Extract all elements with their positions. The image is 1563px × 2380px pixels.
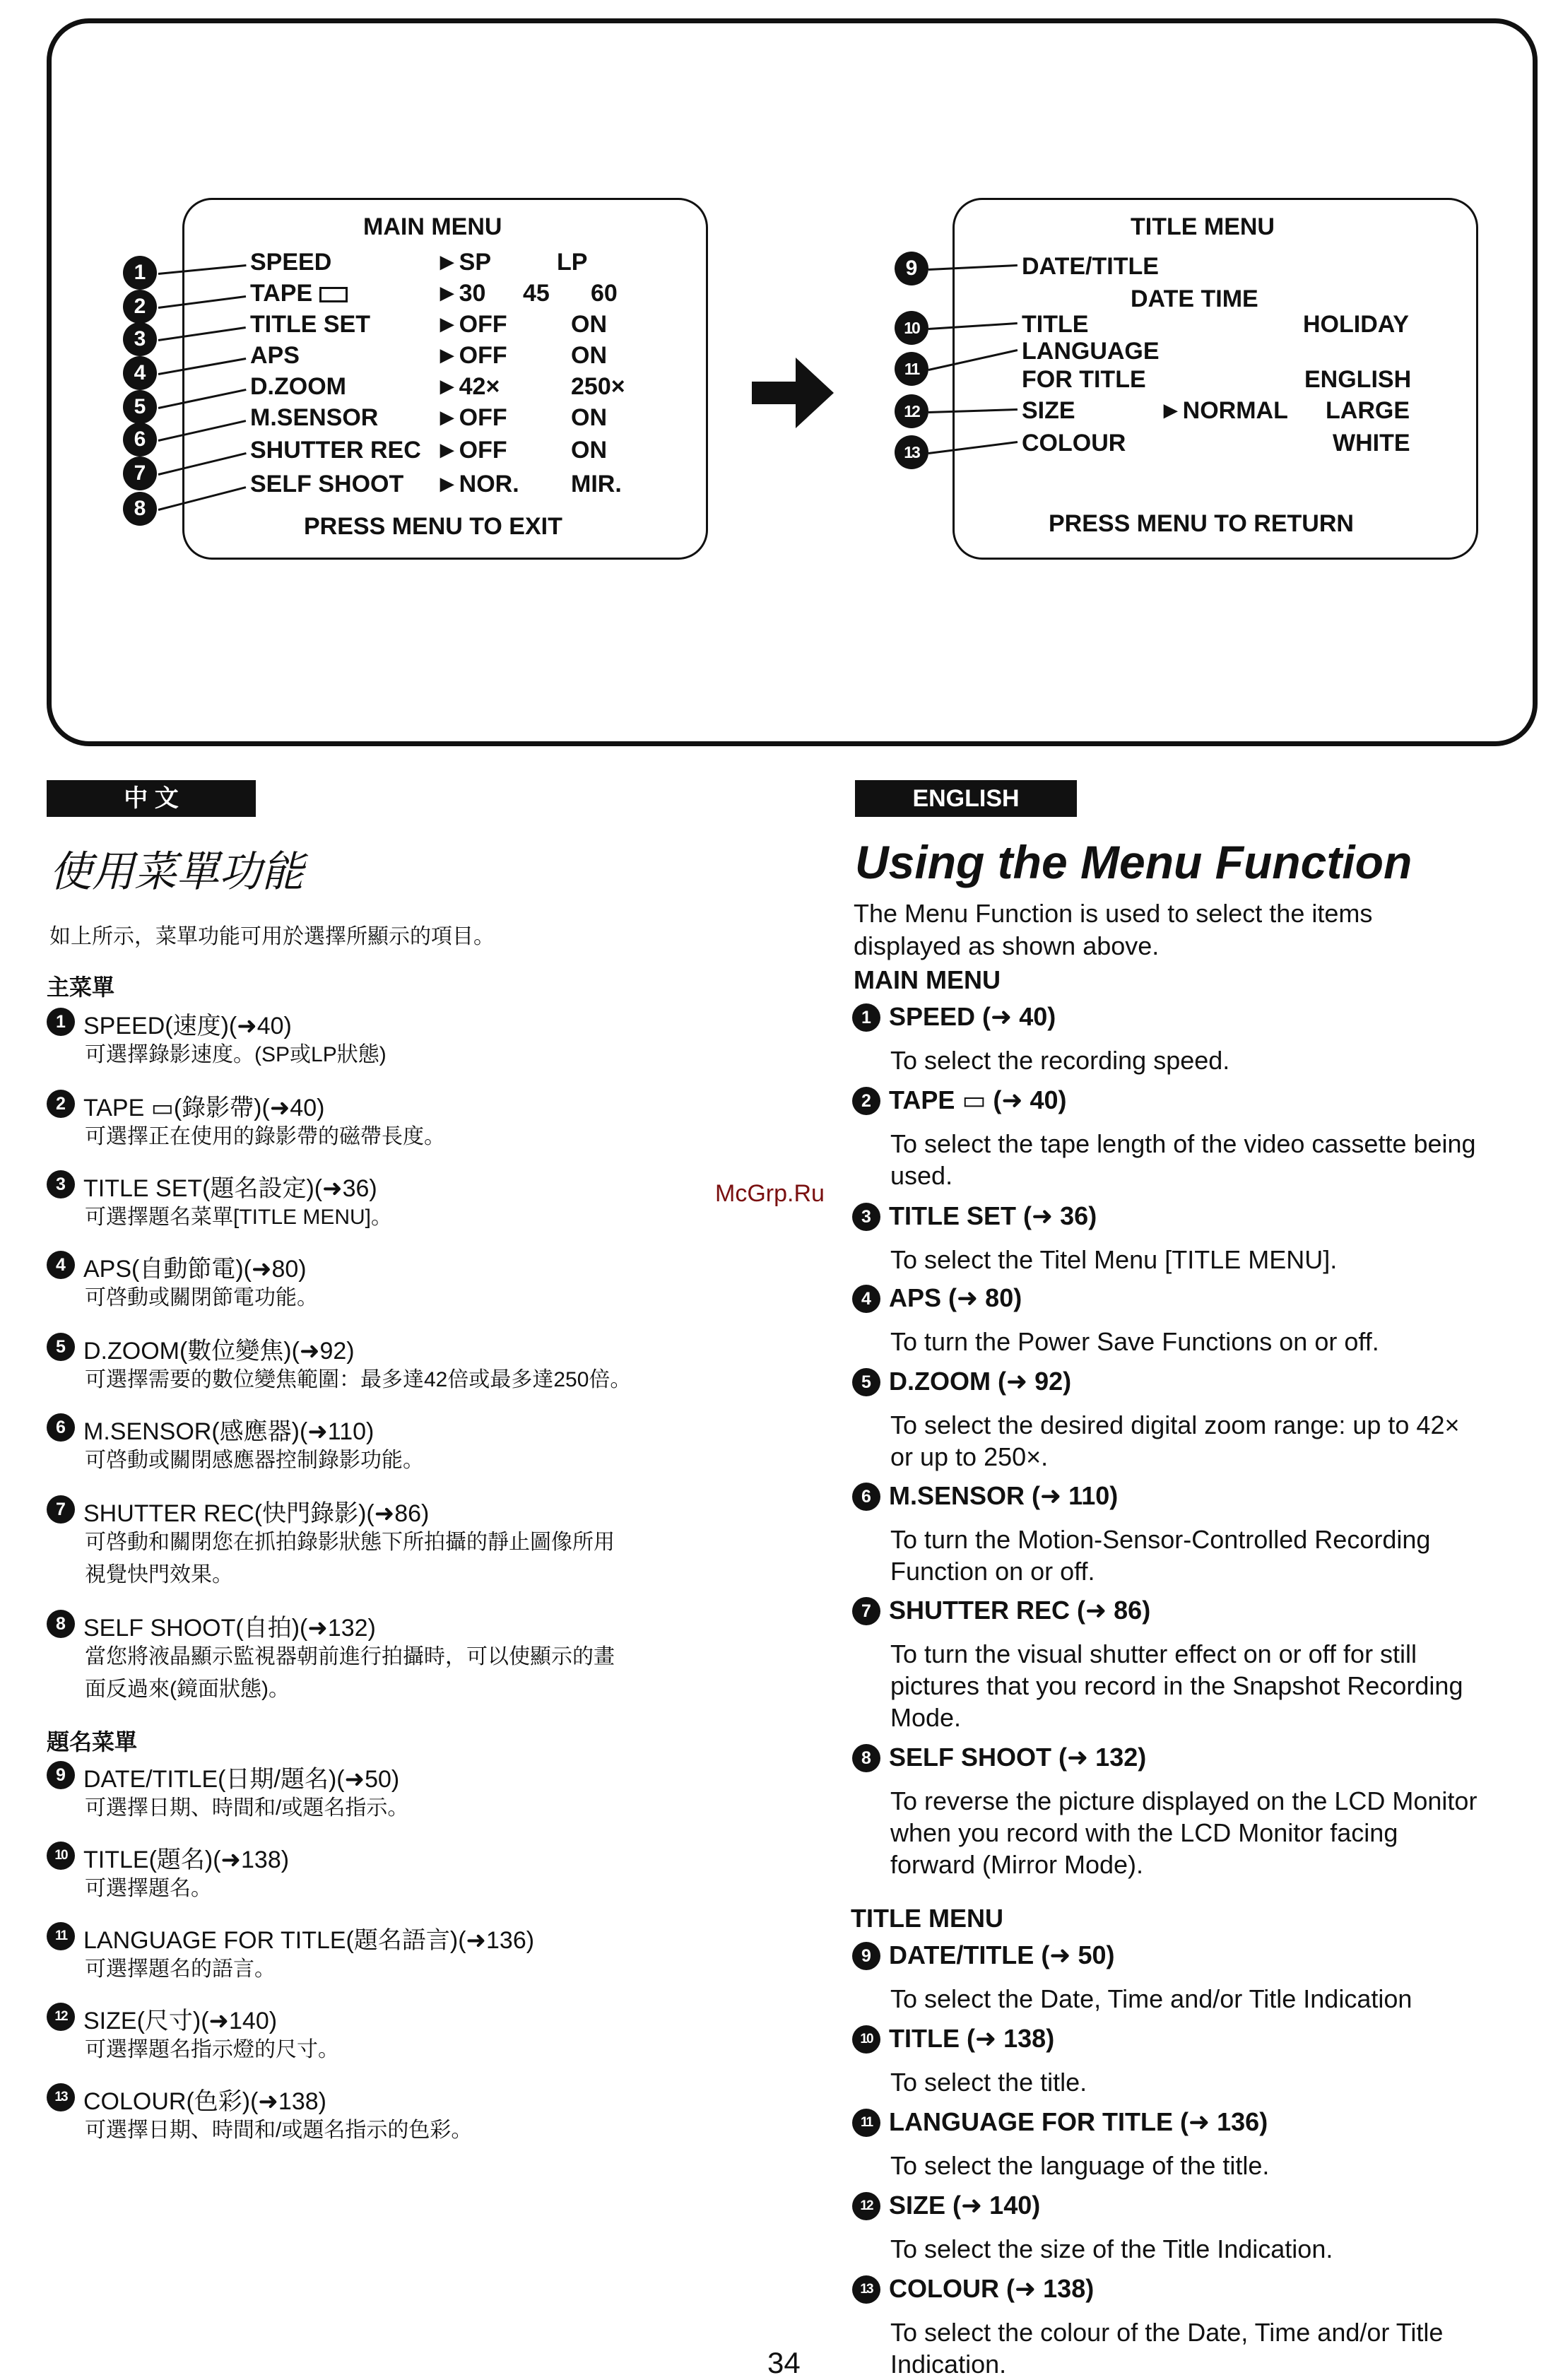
chinese-intro: 如上所示，菜單功能可用於選擇所顯示的項目。 [49,925,495,948]
english-item-description: Mode. [890,1703,962,1732]
chinese-item-description: 當您將液晶顯示監視器朝前進行拍攝時，可以使顯示的畫 [85,1645,615,1668]
english-item-description: when you record with the LCD Monitor facing [890,1818,1398,1847]
english-item-heading: LANGUAGE FOR TITLE (➜ 136) [889,2107,1268,2136]
main-menu-option: 45 [523,280,550,307]
main-menu-option: ►OFF [435,342,507,369]
title-menu-item-label: DATE/TITLE [1022,253,1159,280]
main-menu-item-label: D.ZOOM [250,373,346,400]
english-item-number-1: 1 [852,1003,880,1032]
callout-number-5: 5 [123,390,157,424]
main-menu-option: LP [557,249,588,276]
chinese-item-heading: TAPE ▭(錄影帶)(➜40) [83,1095,325,1121]
english-item-description: forward (Mirror Mode). [890,1850,1144,1879]
chinese-item-heading: SHUTTER REC(快門錄影)(➜86) [83,1500,430,1527]
english-item-description: To turn the Motion-Sensor-Controlled Recording [890,1525,1431,1554]
english-item-heading: SELF SHOOT (➜ 132) [889,1743,1147,1772]
chinese-item-description: 可啓動或關閉感應器控制錄影功能。 [85,1449,424,1472]
chinese-item-heading: TITLE SET(題名設定)(➜36) [83,1175,377,1202]
english-section-tag: ENGLISH [855,780,1077,817]
english-item-number-2: 2 [852,1087,880,1115]
english-item-description: To select the desired digital zoom range: up to 42× [890,1410,1460,1439]
english-item-description: Indication. [890,2350,1007,2379]
chinese-item-description: 可選擇日期、時間和/或題名指示的色彩。 [85,2119,473,2142]
watermark: McGrp.Ru [715,1180,825,1207]
english-item-number-13: 13 [852,2275,880,2304]
callout-number-4: 4 [123,356,157,390]
chinese-item-description: 可啓動和關閉您在抓拍錄影狀態下所拍攝的靜止圖像所用 [85,1531,615,1554]
english-item-heading: TAPE ▭ (➜ 40) [889,1085,1067,1114]
chinese-item-heading: SIZE(尺寸)(➜140) [83,2008,278,2034]
main-menu-option: MIR. [571,471,622,497]
english-item-description: To select the tape length of the video cassette being [890,1129,1476,1158]
chinese-item-number-8: 8 [47,1610,75,1638]
chinese-item-number-11: 11 [47,1922,75,1950]
main-menu-option: ►30 [435,280,486,307]
chinese-item-description: 面反過來(鏡面狀態)。 [85,1678,290,1701]
main-menu-item-label: SELF SHOOT [250,471,404,497]
chinese-item-heading: DATE/TITLE(日期/題名)(➜50) [83,1766,400,1793]
english-item-number-10: 10 [852,2025,880,2054]
chinese-item-heading: D.ZOOM(數位變焦)(➜92) [83,1338,355,1365]
english-item-heading: TITLE (➜ 138) [889,2024,1055,2053]
title-menu-title: TITLE MENU [1131,213,1275,240]
main-menu-option: ►OFF [435,404,507,431]
english-intro-line-1: The Menu Function is used to select the items [854,899,1373,928]
callout-number-12: 12 [895,394,928,428]
english-item-description: or up to 250×. [890,1442,1049,1471]
callout-number-1: 1 [123,256,157,290]
english-item-description: Function on or off. [890,1557,1095,1586]
main-menu-option: ON [571,311,607,338]
english-item-number-5: 5 [852,1368,880,1396]
title-menu-item-label: SIZE [1022,397,1075,424]
chinese-item-number-5: 5 [47,1333,75,1361]
title-menu-value: ENGLISH [1304,366,1412,393]
english-item-heading: COLOUR (➜ 138) [889,2274,1095,2303]
english-item-description: To select the language of the title. [890,2151,1270,2180]
chinese-item-description: 可選擇日期、時間和/或題名指示。 [85,1796,409,1820]
chinese-item-description: 可啓動或關閉節電功能。 [85,1286,318,1309]
callout-number-8: 8 [123,492,157,526]
callout-number-2: 2 [123,290,157,324]
chinese-item-description: 可選擇題名菜單[TITLE MENU]。 [85,1206,393,1229]
english-item-heading: TITLE SET (➜ 36) [889,1201,1097,1230]
main-menu-option: ►42× [435,373,500,400]
cassette-icon [319,287,348,302]
title-menu-value: HOLIDAY [1303,311,1409,338]
title-menu-item-label: TITLE [1022,311,1089,338]
main-menu-item-label: APS [250,342,300,369]
english-item-description: To select the Date, Time and/or Title Indication [890,1984,1412,2013]
callout-number-13: 13 [895,435,928,469]
main-menu-option: 250× [571,373,625,400]
chinese-section-tag: 中 文 [47,780,256,817]
chinese-item-description: 可選擇需要的數位變焦範圍：最多達42倍或最多達250倍。 [85,1368,632,1391]
english-item-description: To select the title. [890,2068,1087,2097]
main-menu-item-label: M.SENSOR [250,404,379,431]
english-item-heading: DATE/TITLE (➜ 50) [889,1940,1115,1969]
english-item-number-7: 7 [852,1597,880,1625]
title-menu-footer: PRESS MENU TO RETURN [1049,510,1354,537]
title-menu-value: WHITE [1333,430,1410,456]
english-title-menu-heading: TITLE MENU [851,1904,1003,1933]
chinese-item-heading: TITLE(題名)(➜138) [83,1846,290,1873]
title-menu-value: LARGE [1326,397,1410,424]
main-menu-title: MAIN MENU [363,213,502,240]
chinese-item-number-4: 4 [47,1251,75,1279]
chinese-item-description: 視覺快門效果。 [85,1563,233,1586]
arrow-right-icon [752,358,834,428]
english-main-menu-heading: MAIN MENU [854,965,1001,994]
chinese-item-number-9: 9 [47,1761,75,1789]
chinese-item-number-13: 13 [47,2083,75,2111]
main-menu-item-label: TITLE SET [250,311,370,338]
english-item-heading: SIZE (➜ 140) [889,2191,1041,2220]
chinese-item-heading: APS(自動節電)(➜80) [83,1256,307,1283]
english-item-description: To select the recording speed. [890,1046,1230,1075]
english-item-description: To turn the Power Save Functions on or off. [890,1327,1379,1356]
english-item-number-6: 6 [852,1483,880,1511]
main-menu-option: ►NOR. [435,471,519,497]
callout-number-9: 9 [895,252,928,285]
main-menu-item-label: SPEED [250,249,332,276]
chinese-title-menu-heading: 題名菜單 [47,1729,138,1755]
main-menu-option: ON [571,404,607,431]
chinese-item-number-12: 12 [47,2003,75,2031]
chinese-item-number-6: 6 [47,1413,75,1442]
callout-number-3: 3 [123,322,157,356]
main-menu-option: ON [571,437,607,464]
chinese-item-description: 可選擇題名的語言。 [85,1957,276,1981]
english-item-description: To select the size of the Title Indication. [890,2234,1333,2263]
title-menu-item-label: COLOUR [1022,430,1126,456]
english-item-heading: APS (➜ 80) [889,1283,1022,1312]
main-menu-option: ►OFF [435,437,507,464]
chinese-item-description: 可選擇錄影速度。(SP或LP狀態) [85,1043,387,1066]
english-item-number-9: 9 [852,1942,880,1970]
title-menu-item-label: LANGUAGE [1022,338,1160,365]
callout-number-6: 6 [123,423,157,456]
english-item-description: To reverse the picture displayed on the LCD Monitor [890,1786,1478,1815]
english-intro-line-2: displayed as shown above. [854,931,1160,960]
main-menu-option: ►SP [435,249,492,276]
chinese-item-heading: SELF SHOOT(自拍)(➜132) [83,1615,376,1642]
english-item-description: To select the colour of the Date, Time and/or Title [890,2318,1444,2347]
main-menu-item-label: TAPE [250,280,313,307]
callout-number-7: 7 [123,456,157,490]
english-item-description: used. [890,1161,953,1190]
main-menu-option: ►OFF [435,311,507,338]
main-menu-option: ON [571,342,607,369]
english-title: Using the Menu Function [855,836,1412,888]
english-item-description: To turn the visual shutter effect on or off for still [890,1639,1417,1668]
chinese-item-number-10: 10 [47,1842,75,1870]
chinese-item-description: 可選擇題名。 [85,1877,212,1900]
main-menu-option: 60 [591,280,618,307]
english-item-number-11: 11 [852,2109,880,2137]
english-item-description: To select the Titel Menu [TITLE MENU]. [890,1245,1338,1274]
main-menu-item-label: SHUTTER REC [250,437,421,464]
main-menu-footer: PRESS MENU TO EXIT [304,513,562,540]
title-menu-item-label: FOR TITLE [1022,366,1146,393]
chinese-item-description: 可選擇正在使用的錄影帶的磁帶長度。 [85,1125,445,1148]
callout-number-10: 10 [895,311,928,345]
english-item-heading: SPEED (➜ 40) [889,1002,1056,1031]
chinese-item-heading: M.SENSOR(感應器)(➜110) [83,1418,374,1445]
english-item-number-8: 8 [852,1744,880,1772]
chinese-item-number-3: 3 [47,1170,75,1198]
english-item-description: pictures that you record in the Snapshot Recording [890,1671,1463,1700]
chinese-item-description: 可選擇題名指示燈的尺寸。 [85,2038,339,2061]
english-item-heading: M.SENSOR (➜ 110) [889,1481,1119,1510]
english-item-number-12: 12 [852,2192,880,2220]
chinese-item-number-2: 2 [47,1090,75,1118]
chinese-item-heading: LANGUAGE FOR TITLE(題名語言)(➜136) [83,1927,535,1954]
chinese-item-heading: COLOUR(色彩)(➜138) [83,2088,326,2115]
page-number: 34 [767,2346,801,2379]
english-item-heading: D.ZOOM (➜ 92) [889,1367,1072,1396]
title-menu-subvalues: DATE TIME [1131,285,1258,312]
title-menu-value: ►NORMAL [1159,397,1288,424]
english-item-heading: SHUTTER REC (➜ 86) [889,1596,1151,1625]
callout-number-11: 11 [895,352,928,386]
chinese-title: 使用菜單功能 [49,847,304,897]
chinese-item-number-7: 7 [47,1495,75,1524]
chinese-item-heading: SPEED(速度)(➜40) [83,1013,292,1039]
english-item-number-3: 3 [852,1203,880,1231]
chinese-main-menu-heading: 主菜單 [47,974,115,1000]
english-item-number-4: 4 [852,1285,880,1313]
chinese-item-number-1: 1 [47,1008,75,1036]
